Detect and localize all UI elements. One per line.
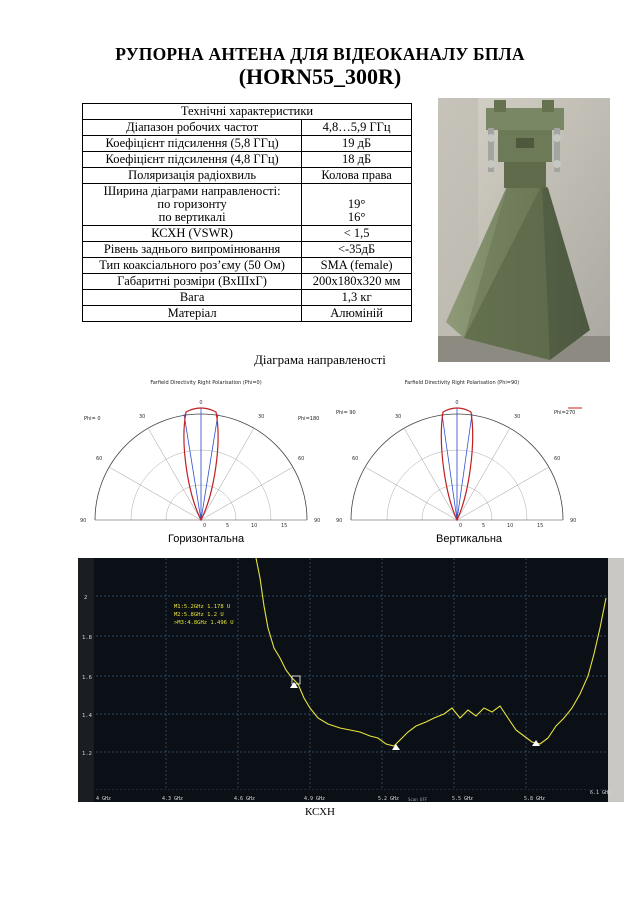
spec-row — [83, 152, 412, 168]
polar-angle: 60 — [298, 456, 305, 462]
spec-row — [83, 168, 412, 184]
doc-title-line2: (HORN55_300R) — [238, 64, 402, 89]
polar-angle: 60 — [96, 456, 103, 462]
spec-value: 18 дБ — [302, 152, 412, 168]
polar-caption-vertical: Вертикальна — [436, 533, 503, 545]
polar-angle: 30 — [395, 414, 402, 420]
polar-radial: 0 — [203, 523, 207, 529]
polar-title: Farfield Directivity Right Polarisation (Phi=0) — [150, 380, 262, 386]
spec-row — [83, 242, 412, 258]
polar-angle: 30 — [139, 414, 146, 420]
spec-row — [83, 306, 412, 322]
spec-key: Тип коаксіального роз’єму (50 Ом) — [83, 258, 302, 274]
vna-y-label: 1.4 — [82, 713, 92, 719]
vna-x-label: 6.1 GHz — [590, 790, 612, 796]
vna-footer: Scan OFF — [408, 797, 428, 802]
polar-angle: 90 — [314, 518, 321, 524]
vna-x-label: 4.3 GHz — [162, 796, 184, 802]
polar-radial: 5 — [226, 523, 230, 529]
spec-value — [302, 184, 412, 226]
vna-x-label: 5.5 GHz — [452, 796, 474, 802]
vna-y-label: 2 — [84, 595, 88, 601]
spec-value: 1,3 кг — [302, 290, 412, 306]
spec-value: 200х180х320 мм — [302, 274, 412, 290]
polar-plot-vertical — [332, 374, 592, 534]
polar-angle: 30 — [258, 414, 265, 420]
spec-row — [83, 226, 412, 242]
spec-value: Колова права — [302, 168, 412, 184]
spec-key: Діапазон робочих частот — [83, 120, 302, 136]
polar-angle: 90 — [80, 518, 87, 524]
spec-key: КСХН (VSWR) — [83, 226, 302, 242]
doc-title-line1: РУПОРНА АНТЕНА ДЛЯ ВІДЕОКАНАЛУ БПЛА — [115, 44, 525, 64]
polar-angle: 90 — [336, 518, 343, 524]
spec-row — [83, 290, 412, 306]
polar-plot-horizontal — [76, 374, 336, 534]
polar-radial: 15 — [537, 523, 544, 529]
spec-value: < 1,5 — [302, 226, 412, 242]
spec-key — [83, 184, 302, 226]
beam-horizontal-value: 19° — [347, 197, 366, 211]
polar-angle: 30 — [514, 414, 521, 420]
diagram-title: Діаграма направленості — [254, 352, 386, 367]
vna-x-label: 5.8 GHz — [524, 796, 546, 802]
spec-key: Рівень заднього випромінювання — [83, 242, 302, 258]
spec-key: Вага — [83, 290, 302, 306]
spec-row — [83, 136, 412, 152]
polar-angle: 60 — [554, 456, 561, 462]
spec-row — [83, 120, 412, 136]
vna-y-label: 1.8 — [82, 635, 92, 641]
vna-x-label: 4 GHz — [96, 796, 112, 802]
spec-value: 19 дБ — [302, 136, 412, 152]
polar-radial: 10 — [251, 523, 258, 529]
spec-row — [83, 258, 412, 274]
spec-key: Коефіцієнт підсилення (4,8 ГГц) — [83, 152, 302, 168]
polar-phi-right: Phi=270 — [554, 410, 576, 416]
vswr-caption: КСХН — [304, 806, 335, 818]
vna-x-label: 4.6 GHz — [234, 796, 256, 802]
spec-value: SMA (female) — [302, 258, 412, 274]
polar-title: Farfield Directivity Right Polarisation (Phi=90) — [404, 380, 520, 386]
vna-y-label: 1.2 — [82, 751, 92, 757]
polar-angle: 60 — [352, 456, 359, 462]
vna-screen-photo — [78, 558, 624, 802]
polar-radial: 15 — [281, 523, 288, 529]
antenna-photo — [438, 98, 610, 362]
polar-caption-horizontal: Горизонтальна — [168, 533, 245, 545]
vna-y-label: 1.6 — [82, 675, 92, 681]
spec-value: Алюміній — [302, 306, 412, 322]
polar-angle: 0 — [199, 400, 203, 406]
beam-vertical-label: по вертикалі — [158, 210, 226, 224]
polar-radial: 0 — [459, 523, 463, 529]
polar-radial: 10 — [507, 523, 514, 529]
beam-horizontal-label: по горизонту — [157, 197, 227, 211]
spec-key: Габаритні розміри (ВхШхГ) — [83, 274, 302, 290]
vna-marker-readout: >M3:4.8GHz 1.496 U — [174, 620, 234, 626]
vna-x-label: 4.9 GHz — [304, 796, 326, 802]
vna-x-label: 5.2 GHz — [378, 796, 400, 802]
spec-key: Коефіцієнт підсилення (5,8 ГГц) — [83, 136, 302, 152]
spec-table — [82, 103, 412, 322]
beam-label: Ширина діаграми направленості: — [103, 184, 281, 198]
polar-angle: 90 — [570, 518, 577, 524]
spec-value: 4,8…5,9 ГГц — [302, 120, 412, 136]
vna-marker-readout: M2:5.8GHz 1.2 U — [174, 612, 224, 618]
polar-phi-left: Phi= 90 — [336, 410, 356, 416]
beam-vertical-value: 16° — [347, 210, 366, 224]
polar-angle: 0 — [455, 400, 459, 406]
spec-key: Матеріал — [83, 306, 302, 322]
spec-value: <-35дБ — [302, 242, 412, 258]
spec-header-row — [83, 104, 412, 120]
polar-radial: 5 — [482, 523, 486, 529]
spec-header: Технічні характеристики — [83, 104, 412, 120]
spec-row — [83, 274, 412, 290]
vna-marker-readout: M1:5.2GHz 1.178 U — [174, 604, 231, 610]
spec-row-beamwidth — [83, 184, 412, 226]
spec-key: Поляризація радіохвиль — [83, 168, 302, 184]
polar-phi-left: Phi= 0 — [84, 416, 101, 422]
polar-phi-right: Phi=180 — [298, 416, 320, 422]
